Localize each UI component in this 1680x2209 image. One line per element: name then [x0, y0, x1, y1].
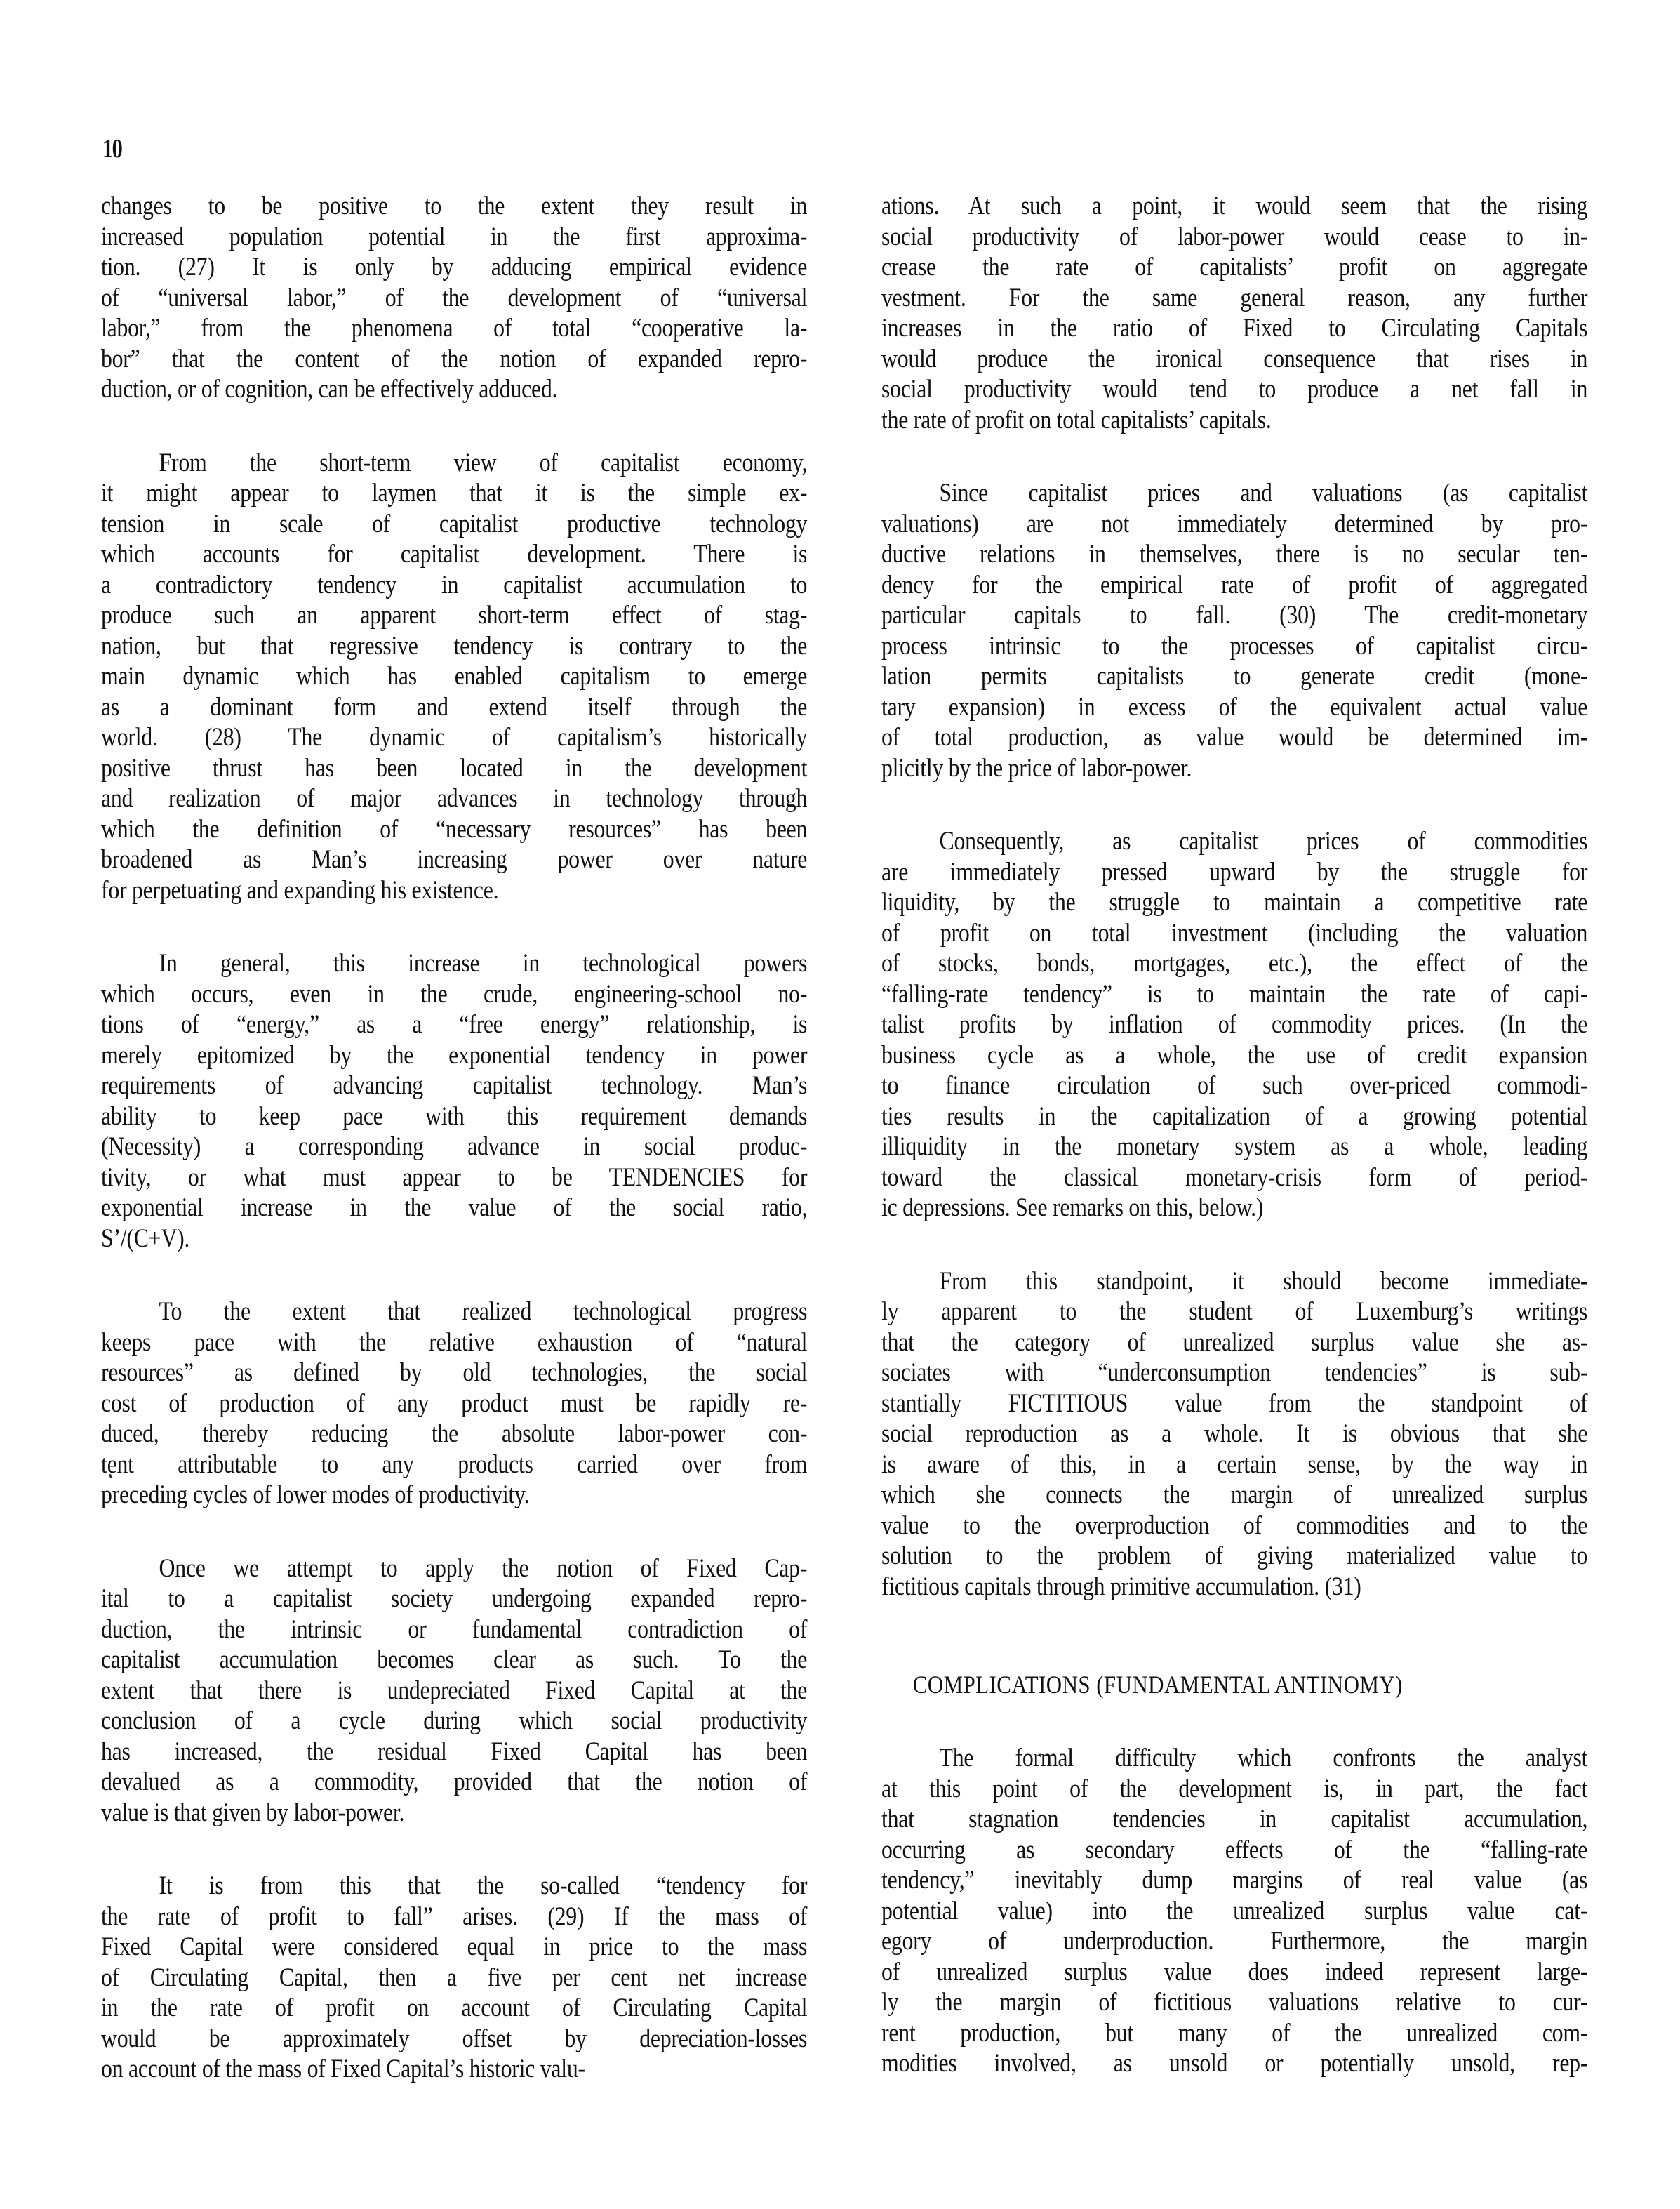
text-line: of Circulating Capital, then a five per cent net increase — [101, 1963, 808, 1992]
text-line: labor,” from the phenomena of total “cooperative la- — [101, 314, 808, 343]
paragraph — [101, 948, 807, 1254]
text-line: extent that there is undepreciated Fixed Capital at the — [101, 1676, 808, 1705]
text-line: would produce the ironical consequence that rises in — [881, 344, 1588, 373]
text-line: merely epitomized by the exponential tendency in power — [101, 1040, 808, 1070]
text-line: ductive relations in themselves, there is no secular ten- — [881, 540, 1588, 569]
text-line: tary expansion) in excess of the equivalent actual value — [881, 692, 1588, 722]
text-line: which the definition of “necessary resources” has been — [101, 814, 808, 844]
text-line: cost of production of any product must be rapidly re- — [101, 1388, 808, 1418]
text-line: value to the overproduction of commodities and to the — [881, 1511, 1588, 1540]
section-heading: COMPLICATIONS (FUNDAMENTAL ANTINOMY) — [912, 1671, 1403, 1699]
text-line: illiquidity in the monetary system as a whole, leading — [881, 1132, 1588, 1161]
text-line: has increased, the residual Fixed Capital has been — [101, 1737, 808, 1766]
text-line: ic depressions. See remarks on this, below.) — [881, 1193, 1264, 1222]
text-line: in the rate of profit on account of Circulating Capital — [101, 1994, 808, 2022]
text-line: changes to be positive to the extent they result in — [101, 192, 808, 220]
paragraph — [101, 1553, 807, 1829]
text-line: are immediately pressed upward by the struggle for — [881, 857, 1588, 887]
text-line: occurring as secondary effects of the “falling-rate — [881, 1835, 1588, 1864]
text-line: devalued as a commodity, provided that the notion of — [101, 1767, 808, 1796]
text-line: of profit on total investment (including the valuation — [881, 918, 1588, 948]
text-line: liquidity, by the struggle to maintain a competitive rate — [881, 888, 1588, 917]
text-line: and realization of major advances in technology through — [101, 784, 808, 813]
text-line: ly apparent to the student of Luxemburg’s writings — [881, 1297, 1588, 1326]
text-line: a contradictory tendency in capitalist accumulation to — [101, 570, 808, 599]
text-line: the rate of profit on total capitalists’ capitals. — [881, 405, 1272, 434]
paragraph — [881, 478, 1587, 783]
text-line: of unrealized surplus value does indeed represent large- — [881, 1957, 1588, 1986]
text-line: as a dominant form and extend itself through the — [101, 692, 808, 722]
text-line: main dynamic which has enabled capitalism to emerge — [101, 662, 808, 691]
text-line: From the short-term view of capitalist economy, — [159, 448, 808, 477]
text-line: “falling-rate tendency” is to maintain the rate of capi- — [881, 979, 1588, 1009]
paragraph — [101, 191, 807, 405]
text-line: ital to a capitalist society undergoing expanded repro- — [101, 1584, 808, 1613]
text-line: ability to keep pace with this requirement demands — [101, 1101, 808, 1131]
text-line: to finance circulation of such over-priced commodi- — [881, 1071, 1588, 1100]
text-line: potential value) into the unrealized surplus value cat- — [881, 1896, 1588, 1925]
text-line: tent attributable to any products carried over from — [101, 1450, 808, 1479]
paragraph — [881, 191, 1587, 435]
text-line: on account of the mass of Fixed Capital’s historic valu- — [101, 2055, 585, 2083]
text-line: broadened as Man’s increasing power over nature — [101, 845, 808, 874]
text-line: To the extent that realized technological progress — [159, 1297, 808, 1326]
text-line: business cycle as a whole, the use of credit expansion — [881, 1040, 1588, 1070]
text-line: duction, or of cognition, can be effectively adduced. — [101, 375, 558, 404]
left-column — [101, 191, 807, 2128]
text-line: In general, this increase in technological powers — [159, 949, 808, 978]
text-line: solution to the problem of giving materialized value to — [881, 1541, 1588, 1570]
text-line: rent production, but many of the unrealized com- — [881, 2018, 1588, 2048]
text-line: preceding cycles of lower modes of productivity. — [101, 1480, 530, 1509]
text-line: Since capitalist prices and valuations (as capitalist — [939, 479, 1588, 508]
paragraph — [101, 1871, 807, 2085]
text-line: nation, but that regressive tendency is contrary to the — [101, 631, 808, 661]
text-line: world. (28) The dynamic of capitalism’s historically — [101, 723, 808, 752]
text-line: process intrinsic to the processes of capitalist circu- — [881, 631, 1588, 661]
text-line: sociates with “underconsumption tendencies” is sub- — [881, 1358, 1588, 1387]
text-line: positive thrust has been located in the development — [101, 753, 808, 783]
text-line: dency for the empirical rate of profit of aggregated — [881, 570, 1588, 599]
text-line: it might appear to laymen that it is the simple ex- — [101, 479, 808, 508]
text-line: duced, thereby reducing the absolute labor-power con- — [101, 1419, 808, 1448]
paragraph — [881, 826, 1587, 1223]
text-line: increased population potential in the first approxima- — [101, 222, 808, 251]
text-line: would be approximately offset by depreciation-losses — [101, 2024, 808, 2053]
text-line: ly the margin of fictitious valuations relative to cur- — [881, 1988, 1588, 2017]
text-line: of stocks, bonds, mortgages, etc.), the effect of the — [881, 949, 1588, 978]
text-line: Consequently, as capitalist prices of commodities — [939, 827, 1588, 856]
text-line: is aware of this, in a certain sense, by the way in — [881, 1450, 1588, 1479]
paragraph — [101, 1296, 807, 1511]
text-line: egory of underproduction. Furthermore, the margin — [881, 1927, 1588, 1956]
text-line: plicitly by the price of labor-power. — [881, 753, 1192, 783]
text-line: talist profits by inflation of commodity prices. (In the — [881, 1010, 1588, 1039]
page-number: 10 — [102, 134, 122, 164]
text-line: Once we attempt to apply the notion of Fixed Cap- — [159, 1553, 808, 1583]
text-line: tions of “energy,” as a “free energy” relationship, is — [101, 1010, 808, 1039]
paragraph — [881, 1743, 1587, 2079]
text-line: the rate of profit to fall” arises. (29) If the mass of — [101, 1902, 808, 1931]
text-line: resources” as defined by old technologies, the social — [101, 1358, 808, 1387]
text-line: lation permits capitalists to generate credit (mone- — [881, 662, 1588, 691]
text-line: value is that given by labor-power. — [101, 1798, 405, 1827]
text-line: conclusion of a cycle during which social productivity — [101, 1706, 808, 1735]
text-line: S’/(C+V). — [101, 1223, 190, 1253]
text-line: tension in scale of capitalist productive technology — [101, 509, 808, 538]
text-line: duction, the intrinsic or fundamental contradiction of — [101, 1614, 808, 1644]
text-line: that the category of unrealized surplus value she as- — [881, 1327, 1588, 1357]
text-line: exponential increase in the value of the social ratio, — [101, 1193, 808, 1222]
text-line: fictitious capitals through primitive accumulation. (31) — [881, 1572, 1361, 1601]
text-line: at this point of the development is, in part, the fact — [881, 1774, 1588, 1803]
text-line: requirements of advancing capitalist technology. Man’s — [101, 1071, 808, 1100]
text-line: of total production, as value would be determined im- — [881, 723, 1588, 752]
text-line: modities involved, as unsold or potentially unsold, rep- — [881, 2049, 1588, 2078]
text-line: social productivity of labor-power would cease to in- — [881, 222, 1588, 251]
text-line: crease the rate of capitalists’ profit on aggregate — [881, 253, 1588, 281]
text-line: particular capitals to fall. (30) The credit-monetary — [881, 601, 1588, 630]
text-line: tendency,” inevitably dump margins of real value (as — [881, 1866, 1588, 1895]
text-line: capitalist accumulation becomes clear as such. To the — [101, 1645, 808, 1674]
text-line: that stagnation tendencies in capitalist accumulation, — [881, 1805, 1588, 1833]
paragraph — [101, 448, 807, 906]
right-column — [881, 191, 1587, 2122]
text-line: for perpetuating and expanding his existence. — [101, 875, 499, 905]
text-line: toward the classical monetary-crisis form of period- — [881, 1162, 1588, 1192]
text-line: (Necessity) a corresponding advance in social produc- — [101, 1132, 808, 1161]
text-line: produce such an apparent short-term effect of stag- — [101, 601, 808, 630]
text-line: tivity, or what must appear to be TENDENCIES for — [101, 1162, 808, 1192]
text-line: bor” that the content of the notion of expanded repro- — [101, 344, 808, 373]
paragraph — [881, 1266, 1587, 1603]
text-line: ations. At such a point, it would seem that the rising — [881, 192, 1588, 220]
text-line: which accounts for capitalist development. There is — [101, 540, 808, 569]
text-line: which occurs, even in the crude, engineering-school no- — [101, 979, 808, 1009]
text-line: social productivity would tend to produce a net fall in — [881, 375, 1588, 404]
text-line: The formal difficulty which confronts the analyst — [939, 1744, 1588, 1772]
text-line: social reproduction as a whole. It is obvious that she — [881, 1419, 1588, 1448]
text-line: keeps pace with the relative exhaustion of “natural — [101, 1327, 808, 1357]
text-line: of “universal labor,” of the development of “universal — [101, 283, 808, 312]
text-line: increases in the ratio of Fixed to Circulating Capitals — [881, 314, 1588, 343]
text-line: tion. (27) It is only by adducing empirical evidence — [101, 253, 808, 281]
text-line: Fixed Capital were considered equal in price to the mass — [101, 1932, 808, 1961]
text-line: which she connects the margin of unrealized surplus — [881, 1480, 1588, 1509]
text-line: From this standpoint, it should become immediate- — [939, 1266, 1588, 1296]
text-line: stantially FICTITIOUS value from the standpoint of — [881, 1388, 1588, 1418]
text-line: vestment. For the same general reason, any further — [881, 283, 1588, 312]
text-line: valuations) are not immediately determined by pro- — [881, 509, 1588, 538]
text-line: It is from this that the so-called “tendency for — [159, 1871, 808, 1900]
text-line: ties results in the capitalization of a growing potential — [881, 1101, 1588, 1131]
